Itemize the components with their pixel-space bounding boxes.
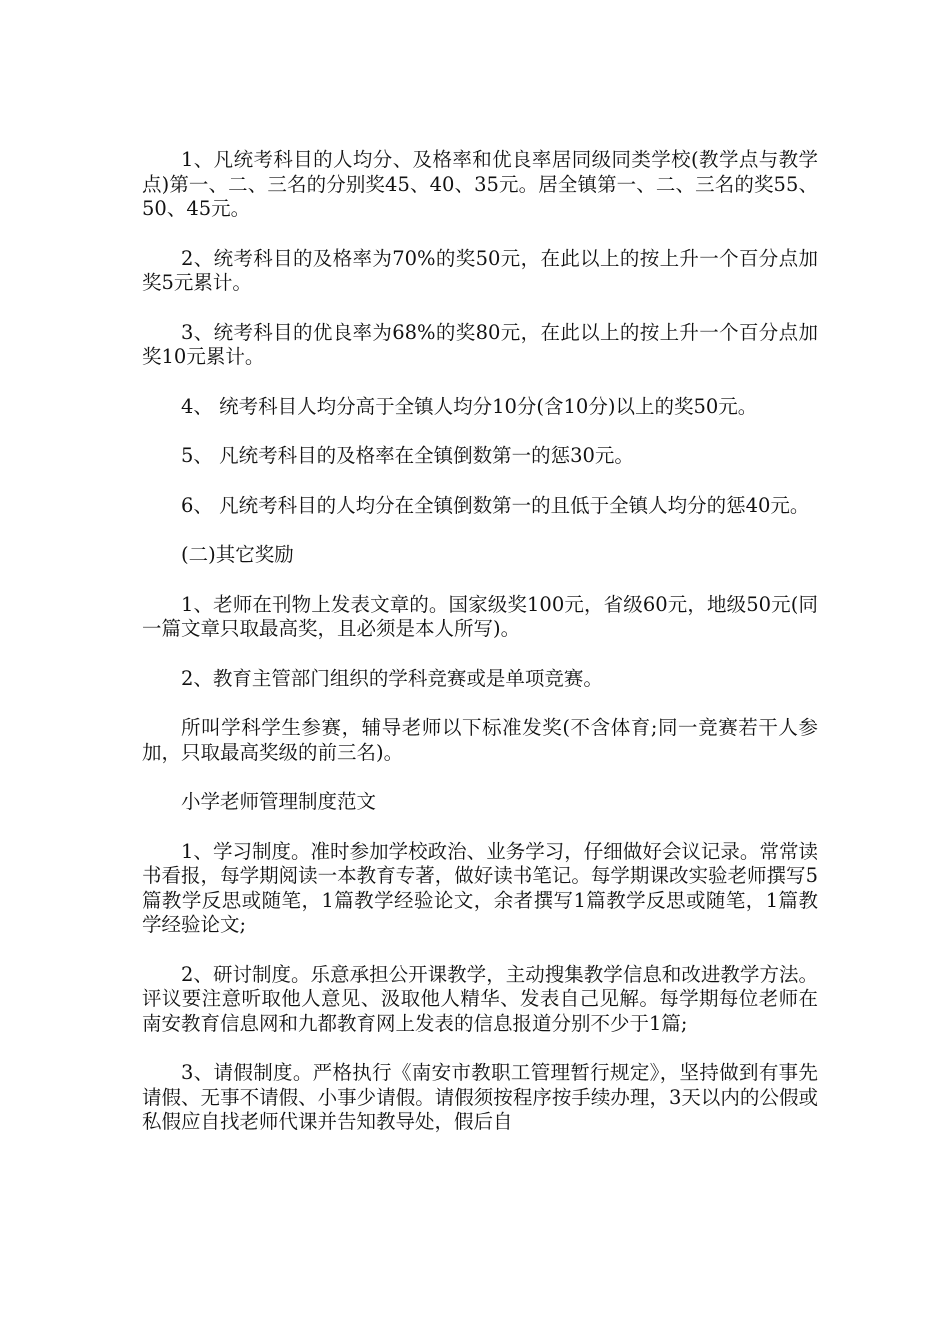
paragraph-8: 2、教育主管部门组织的学科竞赛或是单项竞赛。 [181, 666, 603, 690]
paragraph-12: 3、请假制度。严格执行《南安市教职工管理暂行规定》，坚持做到有事先请假、无事不请假、小事少请假。请假须按程序按手续办理，3天以内的公假或私假应自找老师代课并告知教导处，假后自 [142, 1061, 818, 1133]
paragraph-6: 6、 凡统考科目的人均分在全镇倒数第一的且低于全镇人均分的惩40元。 [181, 493, 810, 517]
paragraph-11: 2、研讨制度。乐意承担公开课教学，主动搜集教学信息和改进教学方法。评议要注意听取他人意见、汲取他人精华、发表自己见解。每学期每位老师在南安教育信息网和九都教育网上发表的信息报道分别不少于1篇; [142, 962, 818, 1035]
section-heading-other-awards: (二)其它奖励 [181, 543, 294, 566]
paragraph-3: 3、统考科目的优良率为68%的奖80元，在此以上的按上升一个百分点加奖10元累计。 [142, 320, 818, 368]
paragraph-5: 5、 凡统考科目的及格率在全镇倒数第一的惩30元。 [181, 444, 634, 467]
paragraph-10: 1、学习制度。准时参加学校政治、业务学习，仔细做好会议记录。常常读书看报，每学期阅读一本教育专著，做好读书笔记。每学期课改实验老师撰写5篇教学反思或随笔，1篇教学经验论文，余者撰写1篇教学反思或随笔，1篇教学经验论文; [142, 839, 818, 936]
document-body [142, 148, 818, 1160]
section-heading-management: 小学老师管理制度范文 [181, 790, 377, 813]
paragraph-9: 所叫学科学生参赛，辅导老师以下标准发奖(不含体育;同一竞赛若干人参加，只取最高奖级的前三名)。 [142, 716, 818, 764]
paragraph-7: 1、老师在刊物上发表文章的。国家级奖100元，省级60元，地级50元(同一篇文章只取最高奖，且必须是本人所写)。 [142, 592, 818, 640]
paragraph-1: 1、凡统考科目的人均分、及格率和优良率居同级同类学校(教学点与教学点)第一、二、三名的分别奖45、40、35元。居全镇第一、二、三名的奖55、50、45元。 [142, 148, 818, 220]
paragraph-2: 2、统考科目的及格率为70%的奖50元，在此以上的按上升一个百分点加奖5元累计。 [142, 246, 818, 294]
paragraph-4: 4、 统考科目人均分高于全镇人均分10分(含10分)以上的奖50元。 [181, 394, 758, 418]
